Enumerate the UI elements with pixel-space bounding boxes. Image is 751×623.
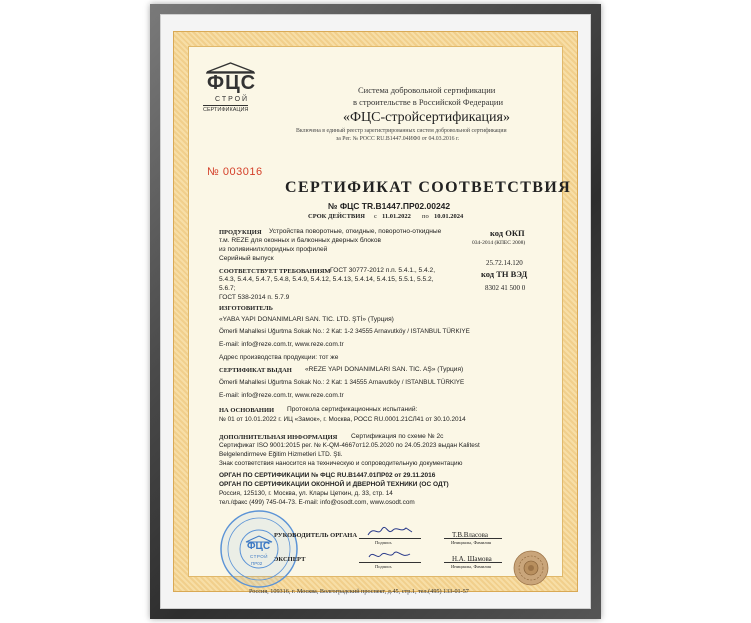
system-line2: в строительстве в Российской Федерации bbox=[353, 97, 504, 107]
register-line1: Включена в единый реестр зарегистрированных систем добровольной сертификации bbox=[296, 128, 507, 134]
okp-label: код ОКП bbox=[490, 228, 525, 238]
tnved-label: код ТН ВЭД bbox=[481, 269, 528, 279]
certificate-number: № ФЦС TR.В1447.ПР02.00242 bbox=[328, 201, 451, 211]
organ-line2: ОРГАН ПО СЕРТИФИКАЦИИ ОКОННОЙ И ДВЕРНОЙ ТЕХНИКИ (ОС ОДТ) bbox=[219, 481, 449, 488]
issued-label: СЕРТИФИКАТ ВЫДАН bbox=[219, 367, 292, 374]
expert-name-line bbox=[444, 562, 502, 563]
stamp-text: ФЦС bbox=[247, 541, 271, 552]
product-line4: Серийный выпуск bbox=[219, 255, 274, 262]
manufacturer-production: Адрес производства продукции: тот же bbox=[219, 354, 339, 361]
stamp-sub: СТРОЙ bbox=[250, 554, 268, 559]
logo-line2: СЕРТИФИКАЦИЯ bbox=[203, 107, 249, 113]
round-stamp bbox=[219, 509, 299, 589]
additional-line4: Знак соответствия наносится на техническую и сопроводительную документацию bbox=[219, 460, 463, 467]
issued-email: E-mail: info@reze.com.tr, www.reze.com.tr bbox=[219, 392, 344, 399]
validity-to-prefix: по bbox=[422, 213, 429, 220]
okp-value: 25.72.14.120 bbox=[486, 259, 523, 267]
head-label: РУКОВОДИТЕЛЬ ОРГАНА bbox=[274, 532, 358, 539]
certificate-title: СЕРТИФИКАТ СООТВЕТСТВИЯ bbox=[285, 179, 572, 196]
frame-mat bbox=[160, 14, 591, 609]
organ-line3: Россия, 125130, г. Москва, ул. Клары Цеткин, д. 33, стр. 14 bbox=[219, 490, 393, 497]
stamp-num: ПР02 bbox=[251, 561, 263, 566]
product-line1: Устройства поворотные, откидные, поворотно-откидные bbox=[269, 228, 442, 235]
certificate-paper bbox=[188, 46, 572, 595]
picture-frame bbox=[150, 4, 601, 619]
okp-sub: 034-2014 (КПЕС 2008) bbox=[472, 240, 526, 246]
validity-from: 11.01.2022 bbox=[382, 213, 411, 220]
register-line2: за Рег. № РОСС RU.В1447.04ИФ0 от 04.03.2016 г. bbox=[336, 136, 460, 142]
footer-address: Россия, 109316, г. Москва, Волгоградский проспект, д.45, стр.1, тел.(495) 133-01-57 bbox=[249, 588, 469, 595]
manufacturer-name: «YABA YAPI DONANIMLARI SAN. TIC. LTD. ŞTİ» (Турция) bbox=[219, 316, 394, 323]
organ-line1: ОРГАН ПО СЕРТИФИКАЦИИ № ФЦС RU.В1447.01ПР02 от 29.11.2016 bbox=[219, 472, 436, 479]
basis-label: НА ОСНОВАНИИ bbox=[219, 407, 275, 414]
validity-label: СРОК ДЕЙСТВИЯ bbox=[308, 213, 365, 220]
additional-line1: Сертификация по схеме № 2с bbox=[351, 433, 444, 440]
expert-name-caption: Инициалы, Фамилия bbox=[451, 564, 491, 569]
issued-name: «REZE YAPI DONANIMLARI SAN. TIC. AŞ» (Турция) bbox=[305, 366, 464, 373]
certificate-border bbox=[173, 31, 578, 595]
system-line1: Система добровольной сертификации bbox=[358, 85, 496, 95]
product-label: ПРОДУКЦИЯ bbox=[219, 229, 262, 236]
validity-to: 10.01.2024 bbox=[434, 213, 464, 220]
head-signature bbox=[366, 523, 414, 538]
conforms-line3: 5.6.7; bbox=[219, 285, 236, 292]
expert-sign-caption: Подпись bbox=[375, 564, 392, 569]
expert-name: Н.А. Шамова bbox=[452, 555, 492, 563]
conforms-label: СООТВЕТСТВУЕТ ТРЕБОВАНИЯМ bbox=[219, 268, 331, 275]
organ-line4: тел./факс (499) 745-04-73. E-mail: info@osodt.com, www.osodt.com bbox=[219, 499, 415, 506]
head-name-caption: Инициалы, Фамилия bbox=[451, 540, 491, 545]
expert-signature bbox=[366, 547, 414, 562]
additional-line2: Сертификат ISO 9001:2015 рег. № K-QM-4667от12.05.2020 по 24.05.2023 выдан Kalitest bbox=[219, 442, 480, 449]
head-sign-line bbox=[359, 538, 421, 539]
conforms-line1: ГОСТ 30777-2012 п.п. 5.4.1., 5.4.2, bbox=[330, 267, 436, 274]
logo-line1: СТРОЙ bbox=[215, 96, 250, 103]
hologram-seal bbox=[513, 550, 549, 586]
logo-abbr: ФЦС bbox=[207, 72, 257, 94]
validity-from-prefix: с bbox=[374, 213, 377, 220]
head-name-line bbox=[444, 538, 502, 539]
additional-label: ДОПОЛНИТЕЛЬНАЯ ИНФОРМАЦИЯ bbox=[219, 434, 338, 441]
tnved-value: 8302 41 500 0 bbox=[485, 284, 526, 292]
conforms-line2: 5.4.3, 5.4.4, 5.4.7, 5.4.8, 5.4.9, 5.4.12, 5.4.13, 5.4.14, 5.4.15, 5.5.1, 5.5.2, bbox=[219, 276, 434, 283]
head-name: Т.В.Власова bbox=[452, 531, 488, 539]
fcs-logo bbox=[203, 62, 258, 118]
system-name: «ФЦС-стройсертификация» bbox=[343, 110, 510, 125]
head-sign-caption: Подпись bbox=[375, 540, 392, 545]
manufacturer-email: E-mail: info@reze.com.tr, www.reze.com.tr bbox=[219, 341, 344, 348]
expert-sign-line bbox=[359, 562, 421, 563]
manufacturer-address: Ömerli Mahallesi Uğurtma Sokak No.: 2 Kat: 1-2 34555 Arnavutköy / ISTANBUL TÜRKIYE bbox=[219, 328, 470, 335]
product-line3: из поливинилхлоридных профилей bbox=[219, 246, 328, 253]
basis-line2: № 01 от 10.01.2022 г. ИЦ «Замок», г. Москва, РОСС RU.0001.21СЛ41 от 30.10.2014 bbox=[219, 416, 466, 423]
issued-address: Ömerli Mahallesi Uğurtma Sokak No.: 2 Kat: 1 34555 Arnavutköy / ISTANBUL TÜRKIYE bbox=[219, 379, 465, 386]
expert-label: ЭКСПЕРТ bbox=[274, 556, 306, 563]
additional-line3: Belgelendirmeve Eğitim Hizmetleri LTD. Şti. bbox=[219, 451, 343, 458]
basis-line1: Протокола сертификационных испытаний: bbox=[287, 406, 418, 413]
serial-number: № 003016 bbox=[207, 166, 263, 178]
manufacturer-label: ИЗГОТОВИТЕЛЬ bbox=[219, 305, 273, 312]
product-line2: т.м. REZE для оконных и балконных дверных блоков bbox=[219, 237, 382, 244]
conforms-line4: ГОСТ 538-2014 п. 5.7.9 bbox=[219, 294, 290, 301]
